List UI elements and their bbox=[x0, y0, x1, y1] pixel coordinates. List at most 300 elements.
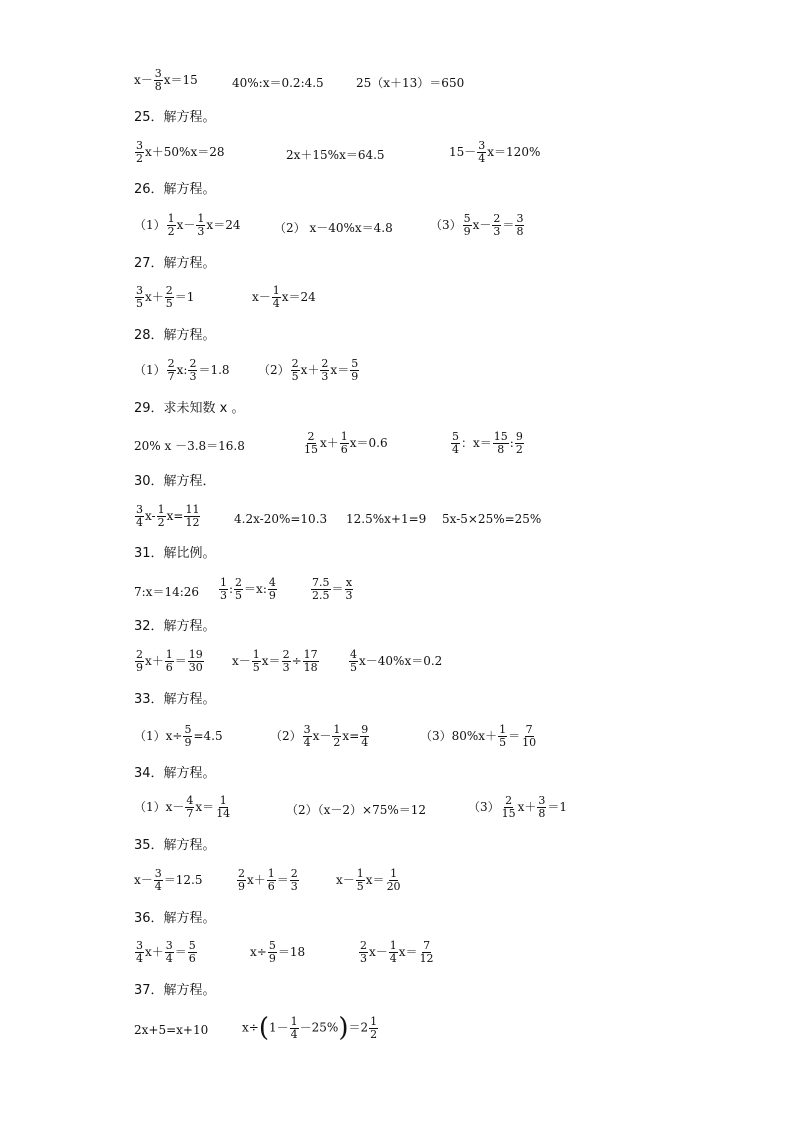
fraction-denominator: 2 bbox=[167, 225, 175, 238]
equation-text: （1）x－ bbox=[134, 800, 185, 814]
equation bbox=[442, 511, 541, 527]
fraction bbox=[167, 358, 176, 383]
fraction-numerator: 3 bbox=[478, 139, 486, 152]
fraction-denominator: 2 bbox=[157, 516, 165, 529]
equation-text: x－ bbox=[252, 290, 271, 304]
equation-text: x＝ bbox=[261, 654, 281, 668]
equation-text: x＝ bbox=[195, 800, 215, 814]
question-heading: 31．解比例。 bbox=[134, 546, 216, 561]
fraction bbox=[267, 868, 276, 893]
fraction-numerator: 4 bbox=[350, 648, 357, 661]
equation bbox=[134, 584, 199, 600]
fraction-numerator: 1 bbox=[389, 939, 397, 952]
equation-text: x－ bbox=[232, 654, 251, 668]
equation-text: 7:x＝14:26 bbox=[134, 585, 200, 599]
fraction-denominator: 4 bbox=[452, 443, 459, 456]
equation-text: 4.2x-20%=10.3 bbox=[234, 512, 328, 526]
fraction-denominator: 8 bbox=[497, 443, 505, 456]
fraction-denominator: 9 bbox=[268, 589, 276, 602]
equation-text: ＝ bbox=[331, 582, 344, 596]
fraction bbox=[303, 431, 319, 456]
equation-text: x＋ bbox=[247, 873, 266, 887]
equation bbox=[420, 724, 538, 749]
equation-text: 2x＋15%x＝64.5 bbox=[286, 148, 385, 162]
fraction-denominator: 12 bbox=[185, 516, 200, 529]
fraction-denominator: 18 bbox=[303, 661, 318, 674]
equation-text: x－ bbox=[176, 218, 196, 232]
fraction-denominator: 4 bbox=[478, 152, 486, 165]
fraction bbox=[165, 940, 174, 965]
fraction bbox=[369, 1016, 378, 1041]
fraction bbox=[320, 358, 329, 383]
fraction bbox=[419, 940, 435, 965]
fraction bbox=[521, 724, 537, 749]
equation-text: x－ bbox=[336, 873, 355, 887]
fraction-numerator: 2 bbox=[165, 284, 173, 297]
equation-text: 20% x －3.8＝16.8 bbox=[134, 439, 245, 453]
fraction-numerator: 2 bbox=[307, 430, 315, 443]
equation bbox=[134, 213, 240, 238]
fraction bbox=[252, 649, 261, 674]
equation-text: （1） bbox=[134, 363, 166, 377]
question-heading: 37．解方程。 bbox=[134, 983, 216, 998]
equation bbox=[286, 147, 385, 163]
fraction-denominator: 4 bbox=[154, 880, 162, 893]
fraction bbox=[290, 868, 299, 893]
fraction-numerator: 2 bbox=[136, 648, 143, 661]
fraction-denominator: 8 bbox=[516, 225, 524, 238]
fraction bbox=[219, 577, 228, 602]
fraction-numerator: 1 bbox=[340, 430, 348, 443]
equation-text: x＝120% bbox=[487, 145, 541, 159]
equation-text: ＝1 bbox=[174, 290, 195, 304]
equation bbox=[302, 431, 388, 456]
equation-text: x＝ bbox=[365, 873, 385, 887]
equation-text: ＝ bbox=[276, 873, 289, 887]
large-parenthesis: ) bbox=[338, 1013, 349, 1043]
fraction-denominator: 12 bbox=[419, 952, 434, 965]
fraction-numerator: 7.5 bbox=[312, 576, 330, 589]
fraction-numerator: 3 bbox=[165, 939, 173, 952]
equation-text: ：x＝ bbox=[461, 436, 492, 450]
question-heading: 32．解方程。 bbox=[134, 619, 216, 634]
equation-text: =4.5 bbox=[193, 729, 223, 743]
fraction-denominator: 6 bbox=[267, 880, 275, 893]
fraction bbox=[356, 868, 365, 893]
fraction-numerator: 2 bbox=[282, 648, 290, 661]
fraction-numerator: 4 bbox=[186, 794, 194, 807]
equation bbox=[134, 285, 194, 310]
fraction-numerator: 1 bbox=[197, 212, 205, 225]
fraction-numerator: 5 bbox=[351, 357, 359, 370]
equation-text: x= bbox=[342, 729, 360, 743]
fraction-numerator: x bbox=[345, 576, 353, 589]
fraction-numerator: 7 bbox=[423, 939, 431, 952]
equation-text: （2） bbox=[258, 363, 290, 377]
fraction-numerator: 1 bbox=[220, 576, 227, 589]
fraction bbox=[157, 504, 166, 529]
fraction-denominator: 8 bbox=[154, 80, 162, 93]
question-heading: 27．解方程。 bbox=[134, 256, 216, 271]
fraction-numerator: 1 bbox=[356, 867, 364, 880]
fraction-denominator: 9 bbox=[463, 225, 471, 238]
fraction-numerator: 2 bbox=[321, 357, 329, 370]
equation-text: ＝18 bbox=[277, 945, 306, 959]
fraction-numerator: 5 bbox=[188, 939, 196, 952]
equation-text: x＋ bbox=[145, 290, 164, 304]
equation bbox=[134, 940, 198, 965]
equation-text: x＝24 bbox=[206, 218, 241, 232]
fraction-numerator: 1 bbox=[157, 503, 165, 516]
fraction bbox=[135, 140, 144, 165]
fraction bbox=[135, 940, 144, 965]
equation-text: 40%:x＝0.2:4.5 bbox=[232, 76, 324, 90]
fraction-denominator: 6 bbox=[165, 661, 173, 674]
equation bbox=[134, 504, 201, 529]
equation-text: ＝1.8 bbox=[198, 363, 230, 377]
fraction bbox=[463, 213, 472, 238]
fraction-numerator: 3 bbox=[136, 284, 143, 297]
fraction-numerator: 7 bbox=[525, 723, 533, 736]
equation-text: （2） bbox=[270, 729, 302, 743]
fraction bbox=[154, 868, 163, 893]
fraction bbox=[282, 649, 291, 674]
equation bbox=[134, 1022, 208, 1038]
fraction bbox=[188, 358, 197, 383]
fraction-numerator: 1 bbox=[267, 867, 275, 880]
equation bbox=[348, 649, 442, 674]
fraction-numerator: 5 bbox=[268, 939, 276, 952]
fraction-numerator: 3 bbox=[154, 67, 162, 80]
equation bbox=[134, 140, 224, 165]
fraction-denominator: 10 bbox=[522, 736, 537, 749]
fraction bbox=[154, 68, 163, 93]
fraction-denominator: 4 bbox=[136, 516, 143, 529]
fraction bbox=[345, 577, 354, 602]
fraction bbox=[386, 868, 402, 893]
equation-text: x＝0.6 bbox=[349, 436, 388, 450]
equation bbox=[232, 75, 324, 91]
equation-text: x＋ bbox=[320, 436, 339, 450]
fraction-denominator: 2 bbox=[515, 443, 523, 456]
equation-text: x－ bbox=[312, 729, 332, 743]
fraction bbox=[183, 724, 192, 749]
fraction-denominator: 2 bbox=[370, 1027, 378, 1041]
equation-text: －25% bbox=[299, 1020, 339, 1035]
equation bbox=[286, 802, 426, 818]
equation-text: （3） bbox=[430, 218, 462, 232]
equation-text: 25（x＋13）＝650 bbox=[356, 76, 465, 90]
equation-text: x÷ bbox=[250, 945, 267, 959]
equation bbox=[449, 140, 540, 165]
equation bbox=[250, 940, 305, 965]
equation bbox=[356, 75, 464, 91]
equation bbox=[234, 511, 327, 527]
fraction bbox=[537, 795, 546, 820]
fraction-numerator: 3 bbox=[538, 794, 546, 807]
fraction-denominator: 4 bbox=[136, 952, 143, 965]
equation-text: 12.5%x+1=9 bbox=[346, 512, 427, 526]
fraction bbox=[185, 795, 194, 820]
equation bbox=[232, 649, 320, 674]
equation-text: （2）（x－2）×75%＝12 bbox=[286, 803, 427, 817]
fraction bbox=[332, 724, 341, 749]
fraction-numerator: 5 bbox=[463, 212, 471, 225]
fraction bbox=[135, 649, 144, 674]
equation-text: x＋ bbox=[145, 654, 164, 668]
fraction-denominator: 15 bbox=[501, 807, 516, 820]
equation-text: x- bbox=[145, 509, 156, 523]
fraction-numerator: 4 bbox=[268, 576, 276, 589]
equation-text: ＝x: bbox=[244, 582, 267, 596]
fraction-denominator: 3 bbox=[345, 589, 353, 602]
equation-text: ＝1 bbox=[547, 800, 568, 814]
equation bbox=[310, 577, 355, 602]
fraction-denominator: 4 bbox=[272, 297, 280, 310]
fraction bbox=[184, 504, 200, 529]
fraction-numerator: 11 bbox=[185, 503, 200, 516]
equation-text: x= bbox=[166, 509, 184, 523]
fraction-numerator: 3 bbox=[154, 867, 162, 880]
equation-text: x＋ bbox=[145, 945, 164, 959]
fraction-denominator: 5 bbox=[350, 661, 357, 674]
fraction bbox=[165, 285, 174, 310]
fraction-numerator: 19 bbox=[188, 648, 203, 661]
fraction-denominator: 9 bbox=[268, 952, 276, 965]
equation bbox=[242, 1015, 379, 1041]
equation-text: ＝ bbox=[174, 945, 187, 959]
equation-text: x－40%x＝0.2 bbox=[359, 654, 443, 668]
equation-text: （1）x÷ bbox=[134, 729, 183, 743]
fraction bbox=[515, 213, 524, 238]
equation bbox=[134, 724, 223, 749]
fraction-denominator: 3 bbox=[282, 661, 290, 674]
equation bbox=[134, 68, 198, 93]
fraction bbox=[311, 577, 331, 602]
equation bbox=[468, 795, 567, 820]
equation bbox=[336, 868, 403, 893]
equation-text: ＝ bbox=[174, 654, 187, 668]
fraction-numerator: 2 bbox=[235, 576, 243, 589]
fraction-denominator: 9 bbox=[351, 370, 359, 383]
equation bbox=[134, 868, 203, 893]
fraction-numerator: 9 bbox=[515, 430, 523, 443]
equation bbox=[358, 940, 436, 965]
fraction-denominator: 3 bbox=[290, 880, 298, 893]
equation bbox=[134, 438, 245, 454]
equation-text: 5x-5×25%=25% bbox=[442, 512, 542, 526]
question-heading: 35．解方程。 bbox=[134, 838, 216, 853]
fraction-denominator: 3 bbox=[189, 370, 197, 383]
equation bbox=[252, 285, 316, 310]
fraction-denominator: 9 bbox=[238, 880, 245, 893]
equation-text: 1－ bbox=[268, 1020, 289, 1035]
fraction-denominator: 3 bbox=[360, 952, 367, 965]
fraction bbox=[303, 724, 312, 749]
equation bbox=[346, 511, 426, 527]
fraction-denominator: 4 bbox=[290, 1027, 298, 1041]
fraction-numerator: 1 bbox=[165, 648, 173, 661]
question-heading: 36．解方程。 bbox=[134, 911, 216, 926]
fraction bbox=[268, 940, 277, 965]
fraction-denominator: 3 bbox=[197, 225, 205, 238]
large-parenthesis: ( bbox=[258, 1013, 269, 1043]
equation-text: ＝12.5 bbox=[163, 873, 203, 887]
fraction-numerator: 1 bbox=[333, 723, 341, 736]
equation-text: x＋50%x＝28 bbox=[145, 145, 225, 159]
fraction bbox=[135, 504, 144, 529]
equation-text: ＝2 bbox=[348, 1020, 369, 1035]
equation-text: x＋ bbox=[517, 800, 537, 814]
equation-text: ＝ bbox=[508, 729, 521, 743]
fraction-denominator: 2 bbox=[136, 152, 143, 165]
fraction-numerator: 1 bbox=[370, 1014, 378, 1028]
fraction-denominator: 5 bbox=[499, 736, 507, 749]
fraction-denominator: 5 bbox=[165, 297, 173, 310]
fraction-denominator: 3 bbox=[321, 370, 329, 383]
fraction-numerator: 2 bbox=[167, 357, 175, 370]
equation-text: （3）80%x＋ bbox=[420, 729, 498, 743]
equation-text: x－ bbox=[134, 73, 153, 87]
equation-text: x＝15 bbox=[163, 73, 198, 87]
fraction bbox=[515, 431, 524, 456]
question-heading: 29．求未知数 x 。 bbox=[134, 401, 245, 416]
fraction-denominator: 9 bbox=[184, 736, 192, 749]
fraction bbox=[477, 140, 486, 165]
fraction-denominator: 5 bbox=[136, 297, 143, 310]
fraction-numerator: 1 bbox=[390, 867, 398, 880]
fraction-denominator: 2 bbox=[333, 736, 341, 749]
equation-text: ＝ bbox=[502, 218, 515, 232]
equation bbox=[134, 795, 232, 820]
equation-text: ÷ bbox=[291, 654, 302, 668]
fraction bbox=[340, 431, 349, 456]
equation bbox=[450, 431, 525, 456]
fraction-denominator: 14 bbox=[216, 807, 231, 820]
equation bbox=[270, 724, 370, 749]
fraction-denominator: 4 bbox=[389, 952, 397, 965]
fraction bbox=[389, 940, 398, 965]
fraction-numerator: 3 bbox=[136, 139, 143, 152]
fraction-denominator: 15 bbox=[304, 443, 318, 456]
fraction-denominator: 4 bbox=[303, 736, 311, 749]
equation-text: 15－ bbox=[449, 145, 477, 159]
fraction bbox=[188, 940, 197, 965]
fraction-denominator: 5 bbox=[356, 880, 364, 893]
equation-text: x－ bbox=[369, 945, 388, 959]
question-heading: 34．解方程。 bbox=[134, 766, 216, 781]
equation bbox=[134, 358, 230, 383]
fraction-denominator: 9 bbox=[136, 661, 143, 674]
fraction-numerator: 5 bbox=[452, 430, 459, 443]
fraction-denominator: 6 bbox=[340, 443, 348, 456]
fraction-numerator: 1 bbox=[272, 284, 280, 297]
fraction-numerator: 3 bbox=[303, 723, 311, 736]
equation bbox=[430, 213, 525, 238]
fraction bbox=[291, 358, 300, 383]
fraction-numerator: 9 bbox=[361, 723, 369, 736]
fraction-denominator: 30 bbox=[188, 661, 203, 674]
fraction-denominator: 5 bbox=[291, 370, 299, 383]
fraction-numerator: 2 bbox=[360, 939, 367, 952]
fraction-numerator: 2 bbox=[505, 794, 513, 807]
fraction bbox=[492, 213, 501, 238]
equation bbox=[218, 577, 278, 602]
fraction-numerator: 3 bbox=[136, 503, 143, 516]
question-heading: 26．解方程。 bbox=[134, 182, 216, 197]
equation-text: （1） bbox=[134, 218, 166, 232]
fraction-numerator: 1 bbox=[219, 794, 227, 807]
equation bbox=[258, 358, 360, 383]
equation-text: x÷ bbox=[242, 1020, 259, 1035]
equation bbox=[274, 220, 393, 236]
fraction-numerator: 1 bbox=[252, 648, 260, 661]
fraction bbox=[303, 649, 319, 674]
fraction-denominator: 3 bbox=[220, 589, 227, 602]
fraction-denominator: 6 bbox=[188, 952, 196, 965]
question-heading: 28．解方程。 bbox=[134, 328, 216, 343]
fraction-numerator: 3 bbox=[136, 939, 143, 952]
question-heading: 30．解方程． bbox=[134, 474, 216, 489]
fraction-numerator: 2 bbox=[290, 867, 298, 880]
fraction bbox=[268, 577, 277, 602]
equation-text: x－ bbox=[472, 218, 492, 232]
fraction-denominator: 4 bbox=[165, 952, 173, 965]
equation-text: : bbox=[509, 436, 514, 450]
fraction bbox=[360, 724, 369, 749]
fraction bbox=[272, 285, 281, 310]
equation bbox=[134, 649, 205, 674]
equation-text: x＋ bbox=[300, 363, 320, 377]
fraction-numerator: 15 bbox=[493, 430, 508, 443]
fraction bbox=[167, 213, 176, 238]
question-heading: 33．解方程。 bbox=[134, 692, 216, 707]
fraction-denominator: 3 bbox=[493, 225, 501, 238]
fraction bbox=[234, 577, 243, 602]
fraction-numerator: 2 bbox=[238, 867, 245, 880]
fraction-denominator: 5 bbox=[252, 661, 260, 674]
fraction-numerator: 2 bbox=[291, 357, 299, 370]
fraction bbox=[498, 724, 507, 749]
question-heading: 25．解方程。 bbox=[134, 110, 216, 125]
equation-text: x－ bbox=[134, 873, 153, 887]
fraction-denominator: 7 bbox=[186, 807, 194, 820]
fraction bbox=[350, 358, 359, 383]
fraction bbox=[188, 649, 204, 674]
fraction-denominator: 5 bbox=[235, 589, 243, 602]
fraction bbox=[349, 649, 358, 674]
equation-text: x＝ bbox=[398, 945, 418, 959]
equation-text: （3） bbox=[468, 800, 500, 814]
fraction-denominator: 20 bbox=[386, 880, 401, 893]
equation-text: : bbox=[229, 582, 234, 596]
fraction-denominator: 7 bbox=[167, 370, 175, 383]
fraction bbox=[215, 795, 231, 820]
fraction-numerator: 3 bbox=[516, 212, 524, 225]
fraction-denominator: 4 bbox=[361, 736, 369, 749]
fraction-numerator: 5 bbox=[184, 723, 192, 736]
fraction-numerator: 1 bbox=[499, 723, 507, 736]
fraction bbox=[451, 431, 460, 456]
equation-text: x: bbox=[176, 363, 188, 377]
equation-text: 2x+5=x+10 bbox=[134, 1023, 209, 1037]
fraction-denominator: 8 bbox=[538, 807, 546, 820]
fraction bbox=[196, 213, 205, 238]
fraction-numerator: 2 bbox=[493, 212, 501, 225]
equation-text: x＝24 bbox=[281, 290, 316, 304]
fraction bbox=[135, 285, 144, 310]
fraction-numerator: 1 bbox=[167, 212, 175, 225]
